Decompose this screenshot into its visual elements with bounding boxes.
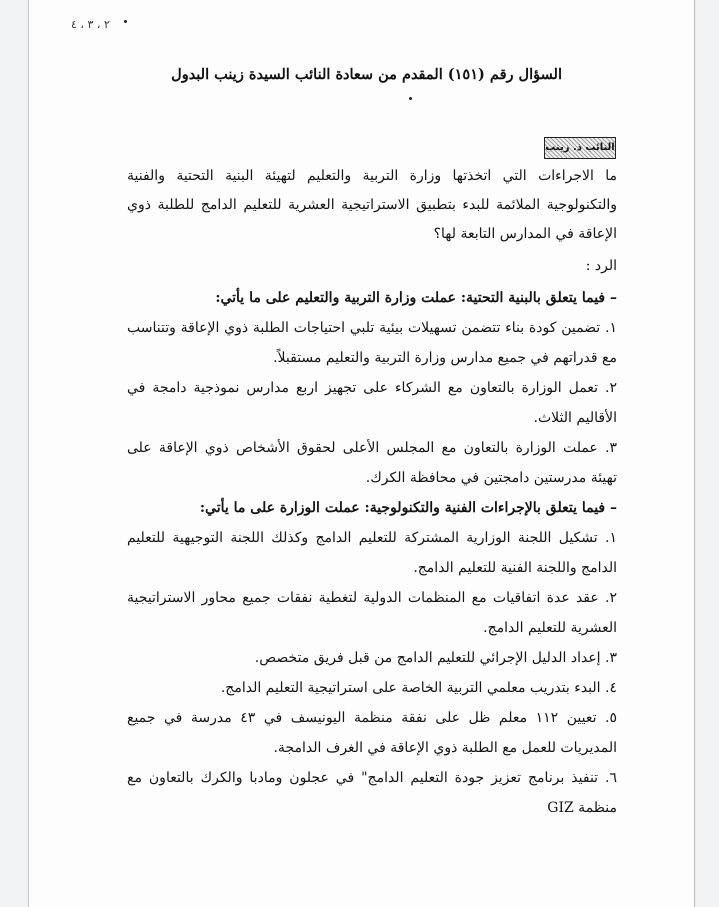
list-item: ١. تشكيل اللجنة الوزارية المشتركة للتعليم الدامج وكذلك اللجنة التوجيهية للتعليم الدامج واللجنة الفنية للتعليم الدامج. [127, 530, 617, 576]
section-title: – فيما يتعلق بالبنية التحتية: عملت وزارة التربية والتعليم على ما يأتي: [215, 290, 617, 306]
ink-dot [124, 20, 127, 23]
list-item: ٣. عملت الوزارة بالتعاون مع المجلس الأعلى لحقوق الأشخاص ذوي الإعاقة على تهيئة مدرستين دامجتين في محافظة الكرك. [127, 440, 617, 486]
list-item: ١. تضمين كودة بناء تتضمن تسهيلات بيئية تلبي احتياجات الطلبة ذوي الإعاقة وتتناسب مع قدراتهم في جميع مدارس وزارة التربية والتعليم مستقبلاً. [127, 320, 617, 366]
section-title: – فيما يتعلق بالإجراءات الفنية والتكنولوجية: عملت الوزارة على ما يأتي: [199, 500, 617, 516]
list-item: ٤. البدء بتدريب معلمي التربية الخاصة على استراتيجية التعليم الدامج. [220, 680, 617, 696]
list-item: ٦. تنفيذ برنامج تعزيز جودة التعليم الدامج" في عجلون ومادبا والكرك بالتعاون مع منظمة GIZ [127, 770, 617, 816]
question-heading: السؤال رقم (١٥١) المقدم من سعادة النائب السيدة زينب البدول [171, 66, 562, 83]
list-item: ٢. عقد عدة اتفاقيات مع المنظمات الدولية لتغطية نفقات جميع محاور الاستراتيجية العشرية للتعليم الدامج. [127, 590, 617, 636]
question-text: ما الاجراءات التي اتخذتها وزارة التربية والتعليم لتهيئة البنية التحتية والفنية والتكنولوجية الملائمة للبدء بتطبيق الاستراتيجية العشرية للتعليم الدامج للطلبة ذوي الإعاقة في المدارس التابعة لها؟ [127, 168, 617, 242]
list-item: ٣. إعداد الدليل الإجرائي للتعليم الدامج من قبل فريق متخصص. [254, 650, 617, 666]
stamp-box [544, 137, 616, 159]
document-page [28, 0, 695, 907]
handwritten-mark: ٢ ، ٣ ، ٤ [71, 18, 110, 31]
list-item: ٥. تعيين ١١٢ معلم ظل على نفقة منظمة اليونيسف في ٤٣ مدرسة في جميع المديريات للعمل مع الطلبة ذوي الإعاقة في الغرف الدامجة. [127, 710, 617, 756]
reply-label: الرد : [585, 258, 617, 274]
list-item: ٢. تعمل الوزارة بالتعاون مع الشركاء على تجهيز اربع مدارس نموذجية دامجة في الأقاليم الثلاث. [127, 380, 617, 426]
stamp-text: النائب ذ. زينب [545, 138, 615, 158]
ink-dot [409, 97, 412, 100]
document-body [127, 162, 617, 823]
